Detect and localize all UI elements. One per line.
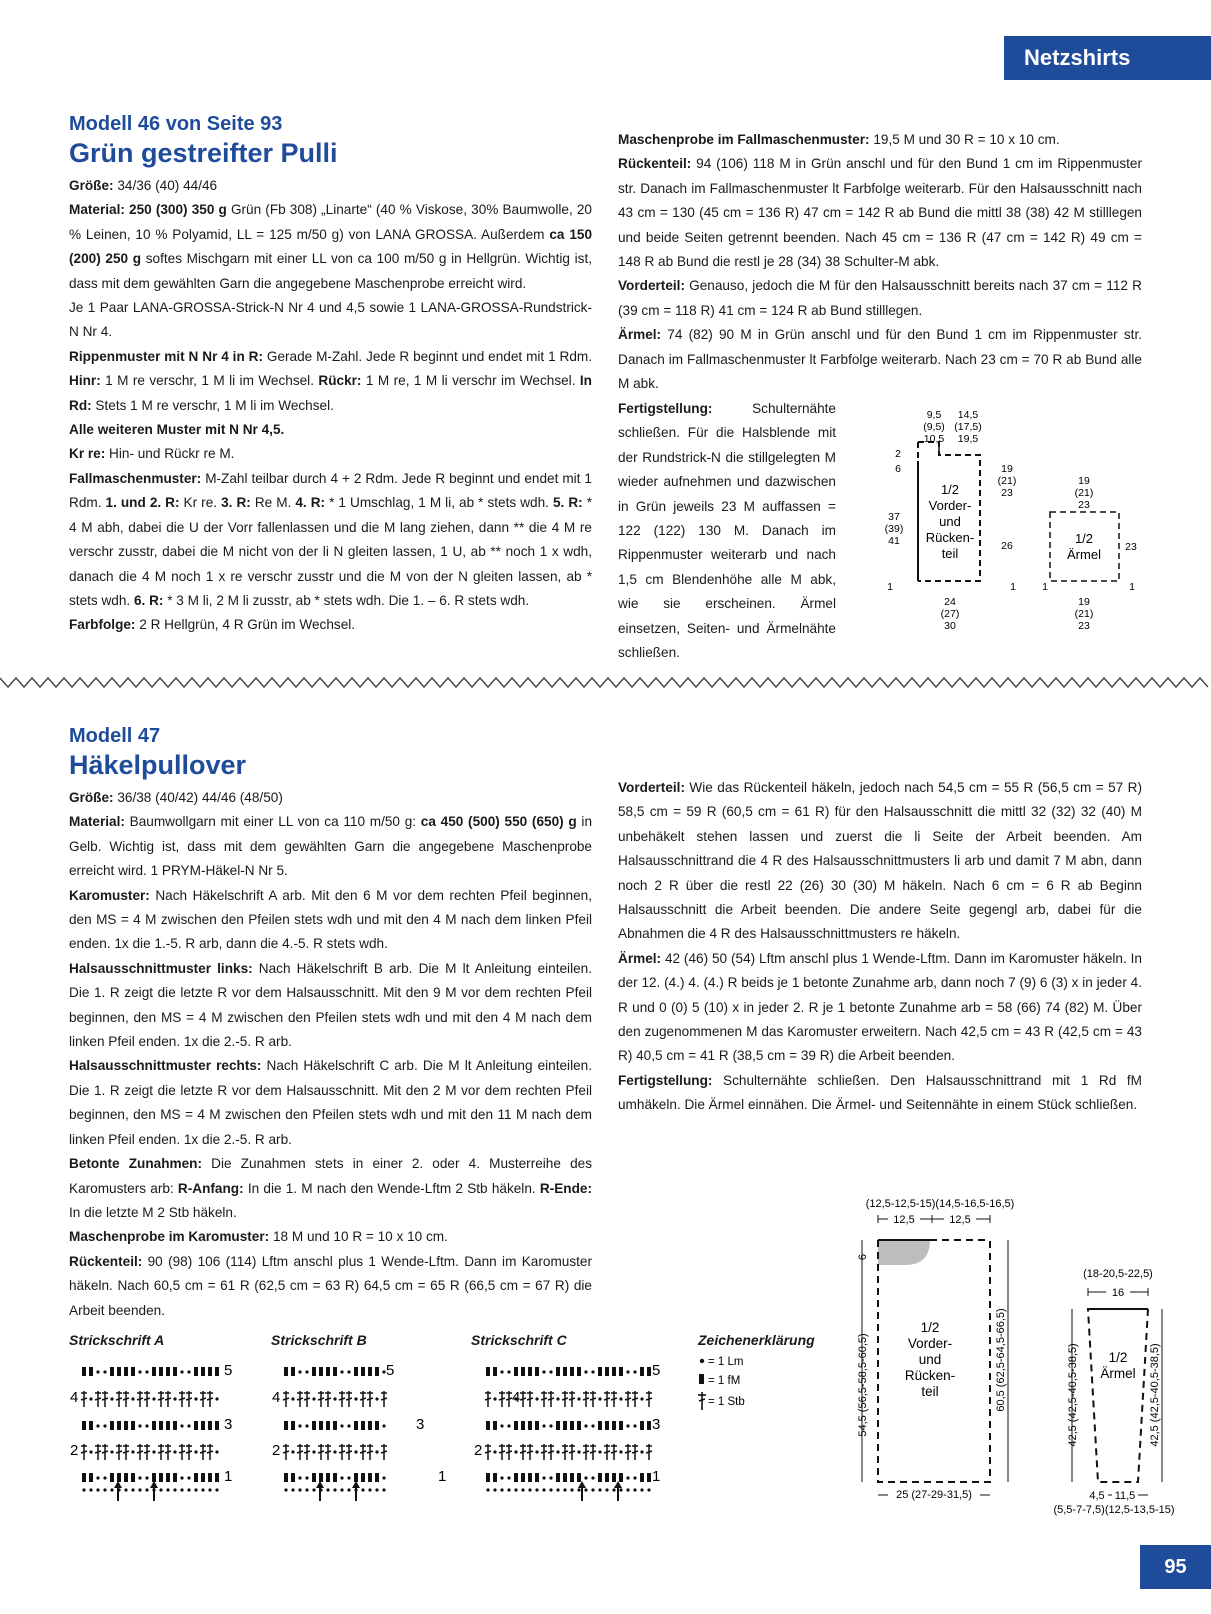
s46-bottom-3: 30 (944, 620, 956, 632)
single-crochet-icon (699, 1374, 704, 1384)
legend-title: Zeichenerklärung (698, 1332, 815, 1348)
model47-right-column (618, 776, 1142, 1118)
page-number: 95 (1140, 1545, 1211, 1589)
chart-b-row4: 4 (272, 1389, 281, 1406)
s46-shoulder-b: 14,5 (957, 409, 979, 421)
s46-one-d: 1 (1129, 581, 1135, 593)
s46-armhole-3: 23 (1001, 487, 1013, 499)
s46-shoulder-b3: 19,5 (957, 433, 979, 445)
chart-c-row5: 5 (652, 1362, 661, 1379)
s46-neck-top: 2 (895, 448, 901, 460)
model46-left-column (69, 112, 592, 638)
model46-other-patterns: Alle weiteren Muster mit N Nr 4,5. (69, 422, 285, 438)
zigzag-divider (0, 676, 1211, 690)
model47-schematic (850, 1195, 1180, 1525)
s46-sleeve-label-2: Ärmel (1067, 547, 1101, 562)
s46-side-h: 26 (1001, 540, 1013, 552)
s47-front-h: 54,5 (56,5-58,5-60,5) (857, 1333, 869, 1437)
chart-c-row1: 1 (652, 1468, 661, 1485)
chart-c-row3: 3 (652, 1416, 661, 1433)
s46-body-h3: 41 (888, 535, 900, 547)
chart-b-row5: 5 (386, 1362, 395, 1379)
legend-fm: = 1 fM (708, 1375, 741, 1387)
s46-shoulder-b2: (17,5) (954, 421, 982, 433)
chart-a-title: Strickschrift A (69, 1332, 165, 1348)
s46-one-c: 1 (1042, 581, 1048, 593)
model47-front: Vorderteil: Wie das Rückenteil häkeln, jedoch nach 54,5 cm = 55 R (56,5 cm = 57 R) 58,5 cm = 59 R (60,5 cm = 61 R) für den Halsausschnitt die mittl 32 (32) 32 (40) M unbehäkelt stehen lassen und zuerst die li Seite der Arbeit beenden. Am Halsausschnittrand die 4 R des Halsausschnittmusters li arb und damit 7 M abn, dann noch 2 R über die restl 22 (26) 30 (30) M häkeln. Nach 6 cm = 6 R ab Beginn Halsausschnitt die Arbeit beenden. Die andere Seite gegengl arb, dabei für die Abnahmen die 4 R des Halsausschnittmusters re häkeln. (618, 780, 1142, 942)
s47-bottom: 25 (27-29-31,5) (896, 1489, 972, 1501)
s47-sleeve-bot-a: 4,5 (1089, 1490, 1105, 1502)
model47-increases: Betonte Zunahmen: Die Zunahmen stets in einer 2. oder 4. Musterreihe des Karomusters arb: R-Anfang: In die 1. M nach den Wende-Lftm 2 Stb häkeln. R-Ende: In die letzte M 2 Stb häkeln. (69, 1156, 592, 1220)
s47-top-b: 12,5 (949, 1214, 971, 1226)
s46-body-label-5: teil (941, 546, 959, 561)
s46-body-label-3: und (939, 514, 961, 529)
s47-back-h: 60,5 (62,5-64,5-66,5) (995, 1308, 1007, 1412)
s46-sleeve-top-1: 19 (1078, 475, 1090, 487)
model46-sleeve: Ärmel: 74 (82) 90 M in Grün anschl und für den Bund 1 cm im Rippenmuster str. Danach im Fallmaschenmuster lt Farbfolge weiterarb. Nach 23 cm = 70 R ab Bund alle M abk. (618, 327, 1142, 392)
legend-lm: = 1 Lm (708, 1356, 744, 1368)
model46-finish: Fertigstellung: Schulternähte schließen. Für die Halsblende mit der Rundstrick-N die stillgelegten M wieder aufnehmen und dazwischen in Grün jeweils 23 M auffassen = 122 (122) 130 M. Danach im Rippenmuster weiterarb und nach 1,5 cm Blendenhöhe alle M abk, wie sie erscheinen. Ärmel einsetzen, Seiten- und Ärmelnähte schließen. (618, 401, 836, 661)
s47-top-a: 12,5 (893, 1214, 915, 1226)
s47-body-l1: 1/2 (920, 1320, 940, 1335)
s46-one-a: 1 (887, 581, 893, 593)
model47-material: Material: Baumwollgarn mit einer LL von ca 110 m/50 g: ca 450 (500) 550 (650) g in Gelb. Wichtig ist, dass mit dem gewählten Garn die angegebene Maschenprobe erreicht wird. 1 PRYM-Häkel-N Nr 5. (69, 814, 593, 879)
model47-subtitle: Modell 47 (69, 725, 161, 747)
s46-shoulder-a2: (9,5) (923, 421, 945, 433)
chart-b-row1: 1 (438, 1468, 447, 1485)
model46-schematic (880, 404, 1170, 644)
model46-gauge: Maschenprobe im Fallmaschenmuster: 19,5 M und 30 R = 10 x 10 cm. (618, 132, 1060, 147)
chart-c-row2: 2 (474, 1442, 483, 1459)
s47-body-l3: und (918, 1352, 942, 1367)
double-crochet-icon (698, 1392, 706, 1410)
model46-rib: Rippenmuster mit N Nr 4 in R: Gerade M-Zahl. Jede R beginnt und endet mit 1 Rdm. Hinr: 1 M re verschr, 1 M li im Wechsel. Rückr: 1 M re, 1 M li verschr im Wechsel. In Rd: Stets 1 M re verschr, 1 M li im Wechsel. (69, 348, 592, 413)
model46-right-column (618, 128, 1142, 396)
s46-sleeve-top-2: (21) (1074, 487, 1094, 499)
model47-back: Rückenteil: 90 (98) 106 (114) Lftm anschl plus 1 Wende-Lftm. Dann im Karomuster häkeln. Nach 60,5 cm = 61 R (62,5 cm = 63 R) 64,5 cm = 65 R (66,5 cm = 67 R) die Arbeit beenden. (69, 1253, 592, 1318)
crochet-chart-b (268, 1355, 458, 1505)
s46-body-h1: 37 (888, 511, 900, 523)
s47-sleeve-bot-sizes: (5,5-7-7,5)(12,5-13,5-15) (1053, 1504, 1175, 1516)
model46-fall: Fallmaschenmuster: M-Zahl teilbar durch 4 + 2 Rdm. Jede R beginnt und endet mit 1 Rdm. 1. und 2. R: Kr re. 3. R: Re M. 4. R: * 1 Umschlag, 1 M li, ab * stets wdh. 5. R: * 4 M abh, dabei die U der Vorr fallenlassen und die M lang ziehen, dann ** die 4 M re verschr zusstr, dabei die M nicht von der li N gleiten lassen, 1 U, ab ** noch 1 x wdh, danach die 4 M noch 1 x re verschr zusstr und die M von der N gleiten lassen, ab * stets wdh. 6. R: * 3 M li, 2 M li zusstr, ab * stets wdh. Die 1. – 6. R stets wdh. (69, 470, 593, 608)
s47-body-l4: Rücken- (904, 1368, 956, 1383)
s47-sleeve-h-left: 42,5 (42,5-40,5-38,5) (1067, 1343, 1079, 1447)
s46-one-b: 1 (1010, 581, 1016, 593)
s46-body-h2: (39) (884, 523, 904, 535)
s47-sleeve-h-right: 42,5 (42,5-40,5-38,5) (1149, 1343, 1161, 1447)
s46-shoulder-a3: 10,5 (923, 433, 945, 445)
s46-body-label-4: Rücken- (925, 530, 975, 545)
legend (698, 1352, 818, 1422)
s46-armhole-2: (21) (997, 475, 1017, 487)
s46-neck-h: 6 (895, 463, 901, 475)
s47-sleeve-l1: 1/2 (1108, 1350, 1128, 1365)
s46-body-label-1: 1/2 (940, 482, 960, 497)
s47-sleeve-bot-b: 11,5 (1114, 1490, 1136, 1502)
chart-b-row3: 3 (416, 1416, 425, 1433)
model46-needles: Je 1 Paar LANA-GROSSA-Strick-N Nr 4 und 4,5 sowie 1 LANA-GROSSA-Rundstrick-N Nr 4. (69, 300, 592, 340)
model46-subtitle: Modell 46 von Seite 93 (69, 113, 283, 135)
model47-finish: Fertigstellung: Schulternähte schließen. Den Halsausschnittrand mit 1 Rd fM umhäkeln. Die Ärmel einnähen. Die Ärmel- und Seitennähte in einem Stück schließen. (618, 1072, 1142, 1113)
s47-top-sizes: (12,5-12,5-15)(14,5-16,5-16,5) (865, 1198, 1015, 1210)
chart-a-row2: 2 (70, 1442, 79, 1459)
s46-sleeve-label-1: 1/2 (1074, 531, 1094, 546)
model47-karo: Karomuster: Nach Häkelschrift A arb. Mit den 6 M vor dem rechten Pfeil beginnen, den MS = 4 M zwischen den Pfeilen stets wdh und mit den 4 M nach dem linken Pfeil enden. 1x die 1.-5. R arb, dann die 4.-5. R stets wdh. (69, 887, 592, 952)
s46-sleeve-bot-1: 19 (1078, 596, 1090, 608)
chart-a-row4: 4 (70, 1389, 79, 1406)
s46-shoulder-a: 9,5 (926, 409, 942, 421)
chart-a-row1: 1 (224, 1468, 233, 1485)
crochet-chart-a (66, 1355, 246, 1505)
chart-c-title: Strickschrift C (471, 1332, 567, 1348)
chain-icon (700, 1359, 704, 1363)
model47-size: Größe: 36/38 (40/42) 44/46 (48/50) (69, 790, 283, 805)
chart-b-row2: 2 (272, 1442, 281, 1459)
s46-sleeve-top-3: 23 (1078, 499, 1090, 511)
s47-sleeve-l2: Ärmel (1100, 1366, 1136, 1381)
chart-b-title: Strickschrift B (271, 1332, 367, 1348)
s46-armhole-1: 19 (1001, 463, 1013, 475)
s46-bottom-2: (27) (940, 608, 960, 620)
model46-color: Farbfolge: 2 R Hellgrün, 4 R Grün im Wechsel. (69, 617, 356, 633)
model47-neck-right: Halsausschnittmuster rechts: Nach Häkelschrift C arb. Die M lt Anleitung einteilen. Die 1. R zeigt die letzte R vor dem Halsausschnitt. Mit den 2 M vor dem rechten Pfeil beginnen, den MS = 4 M zwischen den Pfeilen stets wdh und mit den 11 M nach dem linken Pfeil enden. 1x die 2.-5. R arb. (69, 1058, 592, 1147)
chart-a-row3: 3 (224, 1416, 233, 1433)
s46-sleeve-bot-3: 23 (1078, 620, 1090, 632)
s47-neck-h: 6 (857, 1253, 869, 1261)
s47-sleeve-top-sizes: (18-20,5-22,5) (1083, 1268, 1153, 1280)
s46-sleeve-bot-2: (21) (1074, 608, 1094, 620)
s47-body-l5: teil (921, 1384, 939, 1399)
model47-sleeve: Ärmel: 42 (46) 50 (54) Lftm anschl plus 1 Wende-Lftm. Dann im Karomuster häkeln. In der 12. (4.) 4. (4.) R beids je 1 betonte Zunahme arb, dann noch 7 (9) 6 (3) x in jeder 4. R und 0 (0) 5 (10) x in jeder 2. R je 1 betonte Zunahme arb = 58 (66) 74 (82) M. Über den zugenommenen M das Karomuster erweitern. Nach 42,5 cm = 43 R (42,5 cm = 43 R) 40,5 cm = 41 R (38,5 cm = 39 R) die Arbeit beenden. (618, 950, 1142, 1064)
s46-bottom-1: 24 (944, 596, 956, 608)
chart-a-row5: 5 (224, 1362, 233, 1379)
legend-stb: = 1 Stb (708, 1396, 745, 1408)
model46-title: Grün gestreifter Pulli (69, 138, 338, 168)
model46-material: Material: 250 (300) 350 g Grün (Fb 308) „Linarte“ (40 % Viskose, 30% Baumwolle, 20 % Leinen, 10 % Polyamid, LL = 125 m/50 g) von LANA GROSSA. Außerdem ca 150 (200) 250 g softes Mischgarn mit einer LL von ca 100 m/50 g in Hellgrün. Wichtig ist, dass mit dem gewählten Garn die angegebene Maschenprobe erreicht wird. (69, 202, 593, 291)
section-tab: Netzshirts (1004, 36, 1211, 80)
model46-kr-re: Kr re: Hin- und Rückr re M. (69, 446, 235, 462)
model47-left-column (69, 724, 592, 1323)
model47-neck-left: Halsausschnittmuster links: Nach Häkelschrift B arb. Die M lt Anleitung einteilen. Die 1. R zeigt die letzte R vor dem Halsausschnitt. Mit den 9 M vor dem rechten Pfeil beginnen, den MS = 4 M zwischen den Pfeilen stets wdh und mit den 4 M nach dem linken Pfeil enden. 1x die 2.-5. R arb. (69, 960, 592, 1050)
s46-body-label-2: Vorder- (928, 498, 972, 513)
model46-size: Größe: 34/36 (40) 44/46 (69, 178, 218, 193)
s46-sleeve-h: 23 (1125, 541, 1137, 553)
s47-body-l2: Vorder- (907, 1336, 953, 1351)
model46-front: Vorderteil: Genauso, jedoch die M für den Halsausschnitt bereits nach 37 cm = 112 R (39 cm = 118 R) 41 cm = 124 R ab Bund stilllegen. (618, 278, 1142, 318)
chart-c-row4: 4 (512, 1389, 521, 1406)
s47-sleeve-top: 16 (1111, 1287, 1125, 1299)
crochet-chart-c (470, 1355, 670, 1505)
model46-back: Rückenteil: 94 (106) 118 M in Grün anschl und für den Bund 1 cm im Rippenmuster str. Danach im Fallmaschenmuster lt Farbfolge weiterarb. Für den Halsausschnitt nach 43 cm = 130 (45 cm = 136 R) 47 cm = 142 R ab Bund die mittl 38 (38) 42 M stilllegen und beide Seiten getrennt beenden. Nach 45 cm = 136 R (47 cm = 142 R) 49 cm = 148 R ab Bund die restl je 28 (34) 38 Schulter-M abk. (618, 156, 1142, 270)
model47-title: Häkelpullover (69, 750, 247, 780)
model47-gauge: Maschenprobe im Karomuster: 18 M und 10 R = 10 x 10 cm. (69, 1229, 448, 1245)
